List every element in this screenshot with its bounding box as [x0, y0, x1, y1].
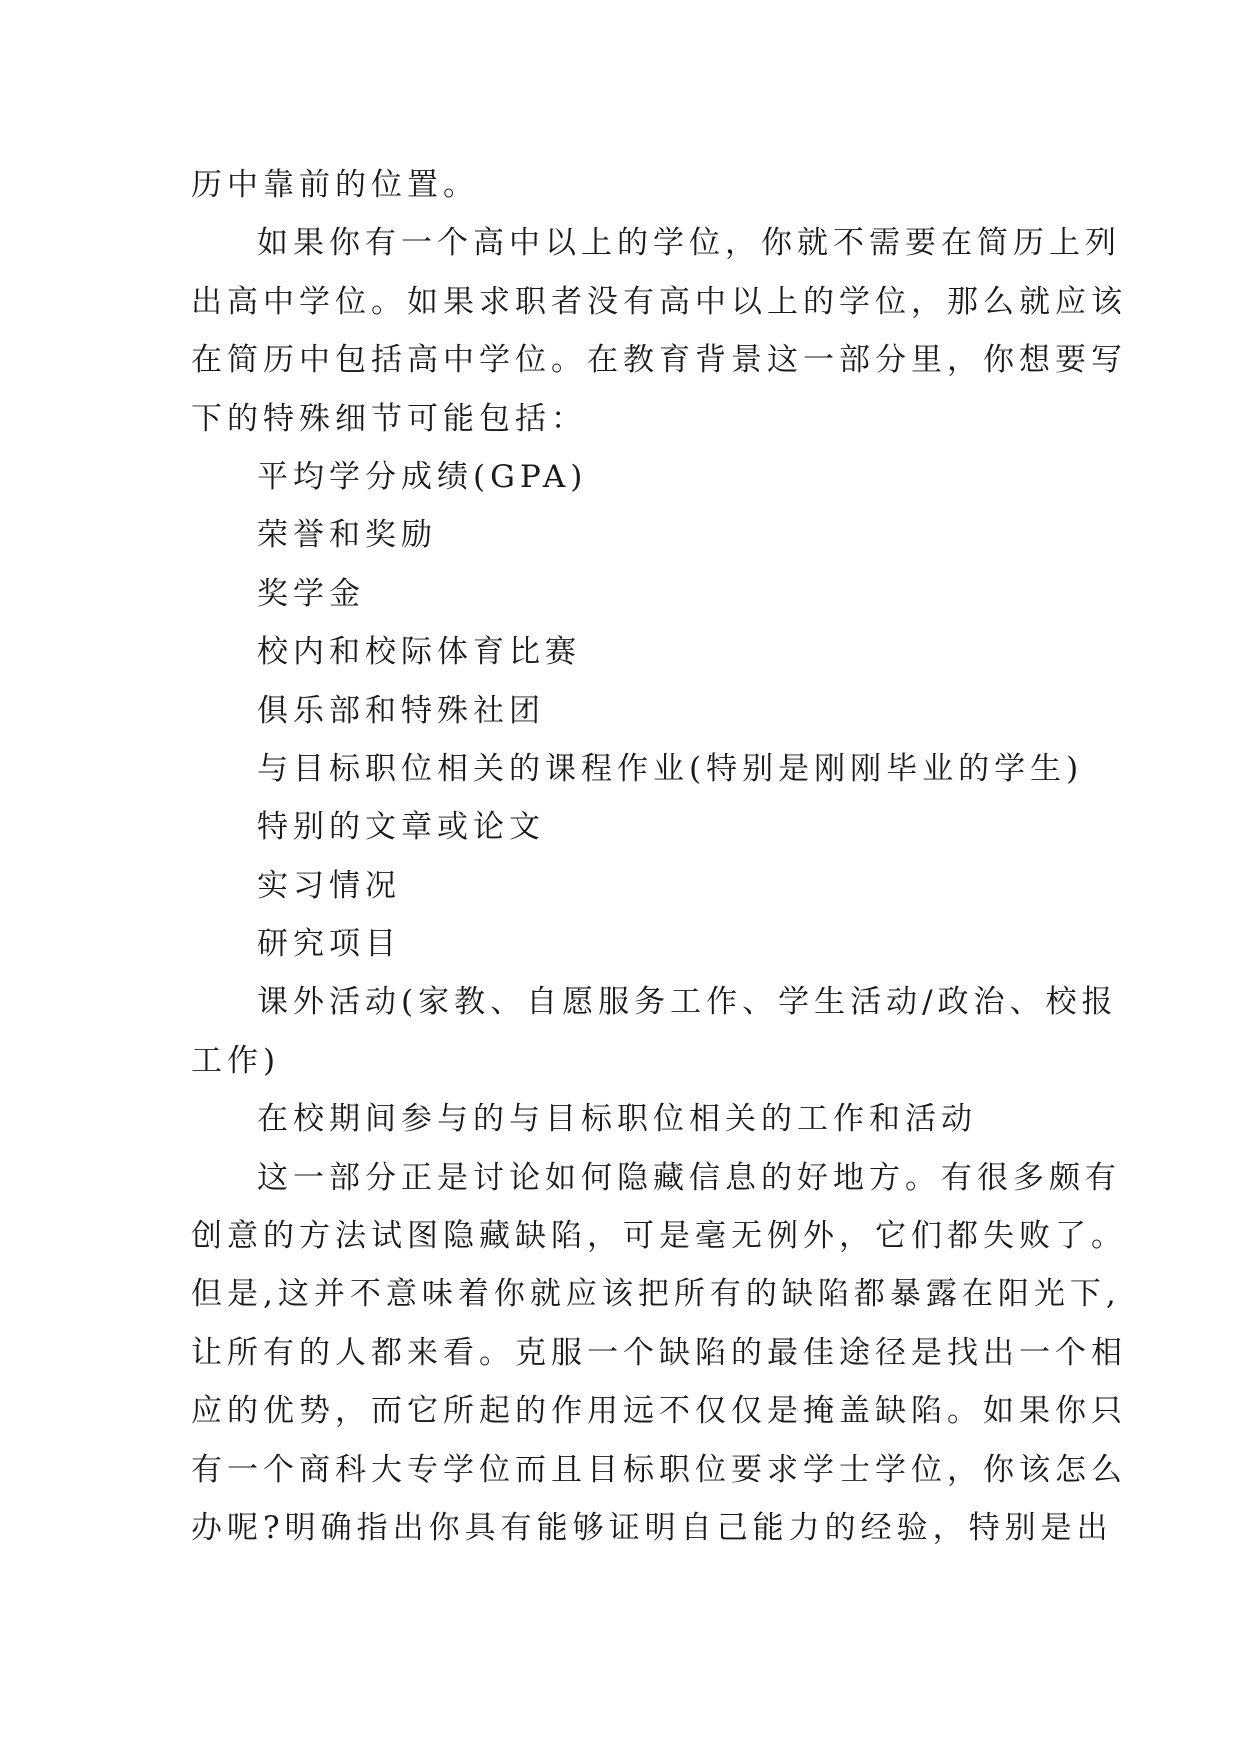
body-text	[191, 156, 1127, 1557]
list-item: 奖学金	[257, 575, 365, 612]
text-line: 应的优势，而它所起的作用远不仅仅是掩盖缺陷。如果你只	[191, 1393, 1127, 1430]
list-item: 在校期间参与的与目标职位相关的工作和活动	[257, 1101, 977, 1138]
list-item: 与目标职位相关的课程作业(特别是刚刚毕业的学生)	[257, 750, 1084, 787]
text-line: 在简历中包括高中学位。在教育背景这一部分里，你想要写	[191, 342, 1127, 379]
list-item: 荣誉和奖励	[257, 517, 437, 554]
text-line: 但是,这并不意味着你就应该把所有的缺陷都暴露在阳光下,	[191, 1276, 1121, 1313]
text-line: 下的特殊细节可能包括：	[191, 400, 587, 437]
list-item: 研究项目	[257, 926, 401, 963]
text-line: 办呢?明确指出你具有能够证明自己能力的经验，特别是出	[191, 1509, 1113, 1546]
text-line: 历中靠前的位置。	[191, 167, 479, 203]
text-line: 有一个商科大专学位而且目标职位要求学士学位，你该怎么	[191, 1451, 1127, 1488]
list-item: 俱乐部和特殊社团	[257, 692, 545, 729]
text-line: 创意的方法试图隐藏缺陷，可是毫无例外，它们都失败了。	[191, 1218, 1127, 1255]
list-item-continuation: 工作)	[191, 1042, 281, 1079]
list-item: 平均学分成绩(GPA)	[257, 458, 588, 495]
list-item: 课外活动(家教、自愿服务工作、学生活动/政治、校报	[257, 984, 1118, 1021]
text-line: 出高中学位。如果求职者没有高中以上的学位，那么就应该	[191, 283, 1127, 320]
text-line: 这一部分正是讨论如何隐藏信息的好地方。有很多颇有	[257, 1159, 1121, 1196]
list-item: 校内和校际体育比赛	[257, 634, 581, 671]
list-item: 实习情况	[257, 867, 401, 904]
text-line: 如果你有一个高中以上的学位，你就不需要在简历上列	[257, 225, 1121, 262]
list-item: 特别的文章或论文	[257, 809, 545, 846]
text-line: 让所有的人都来看。克服一个缺陷的最佳途径是找出一个相	[191, 1334, 1127, 1371]
